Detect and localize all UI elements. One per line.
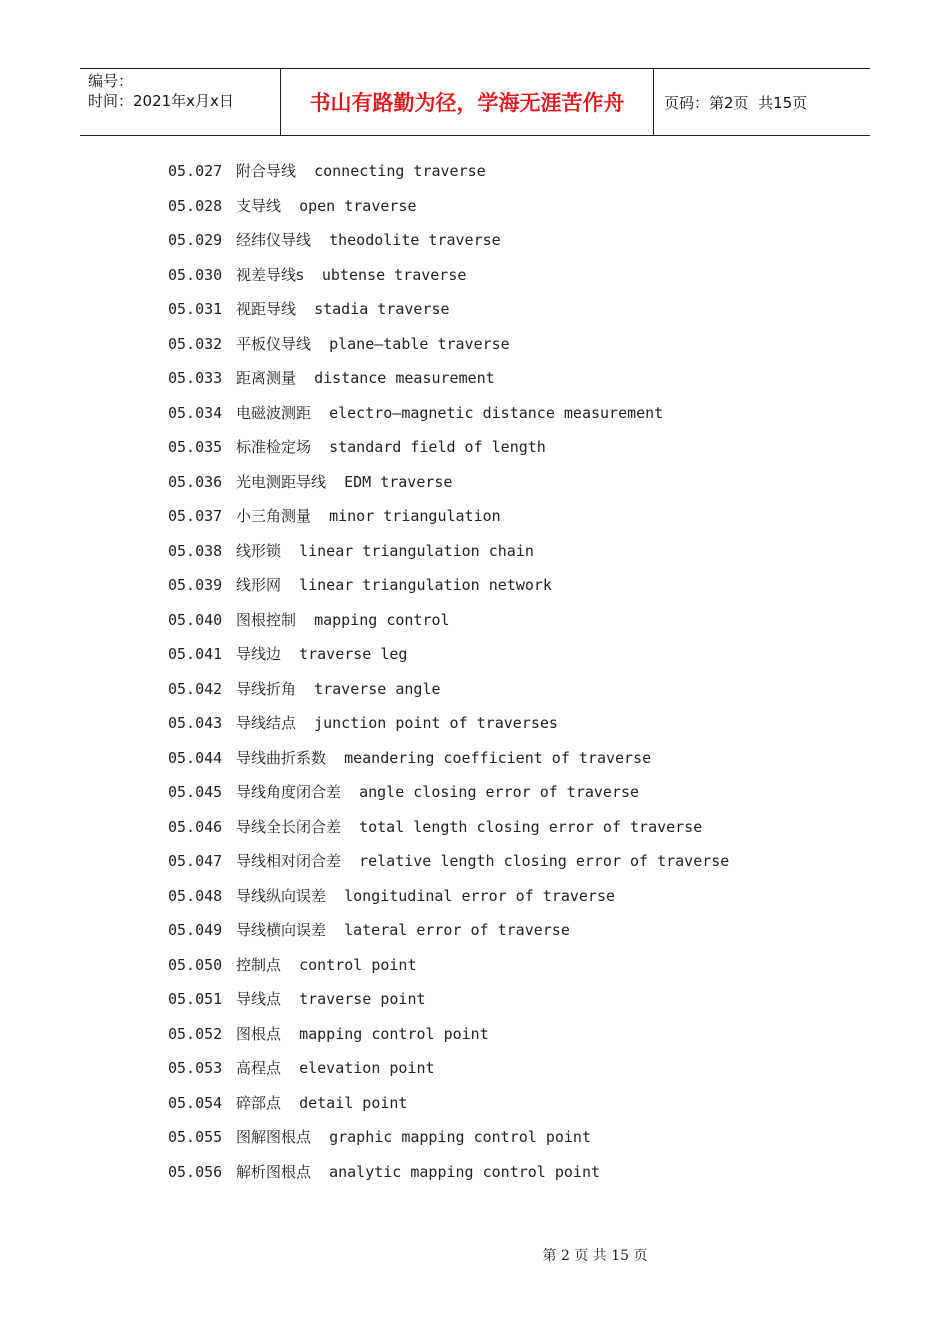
entry-english-term: graphic mapping control point bbox=[329, 1128, 591, 1146]
glossary-entry bbox=[168, 223, 729, 258]
entry-chinese-term: 小三角测量 bbox=[236, 507, 312, 525]
glossary-entry bbox=[168, 637, 729, 672]
glossary-entry bbox=[168, 879, 729, 914]
entry-code: 05.046 bbox=[168, 817, 223, 836]
entry-code: 05.045 bbox=[168, 783, 223, 801]
glossary-entry bbox=[168, 396, 729, 431]
entry-english-term: mapping control bbox=[314, 610, 450, 629]
entry-english-term: analytic mapping control point bbox=[329, 1162, 601, 1181]
entry-english-term: lateral error of traverse bbox=[344, 921, 570, 939]
entry-code: 05.049 bbox=[168, 921, 223, 939]
entry-english-term: relative length closing error of traverse bbox=[359, 852, 730, 870]
glossary-entry bbox=[168, 361, 729, 396]
entry-code: 05.038 bbox=[168, 541, 223, 560]
entry-english-term: minor triangulation bbox=[329, 507, 501, 525]
entry-english-term: total length closing error of traverse bbox=[359, 817, 703, 836]
entry-english-term: control point bbox=[299, 955, 417, 974]
entry-chinese-term: 图根控制 bbox=[236, 610, 297, 629]
entry-english-term: traverse point bbox=[299, 990, 426, 1008]
entry-english-term: open traverse bbox=[299, 196, 417, 215]
entry-chinese-term: 电磁波测距 bbox=[236, 403, 312, 422]
glossary-entry bbox=[168, 189, 729, 224]
entry-english-term: electro—magnetic distance measurement bbox=[329, 403, 664, 422]
glossary-entry bbox=[168, 775, 729, 810]
entry-code: 05.034 bbox=[168, 403, 223, 422]
entry-chinese-term: 导线相对闭合差 bbox=[236, 852, 342, 870]
entry-chinese-term: 距离测量 bbox=[236, 369, 297, 387]
entry-code: 05.040 bbox=[168, 610, 223, 629]
entry-code: 05.050 bbox=[168, 955, 223, 974]
entry-english-term: mapping control point bbox=[299, 1024, 489, 1043]
glossary-entry bbox=[168, 327, 729, 362]
entry-chinese-term: 导线边 bbox=[236, 645, 282, 663]
entry-english-term: junction point of traverses bbox=[314, 714, 558, 732]
entry-chinese-term: 导线全长闭合差 bbox=[236, 817, 342, 836]
entry-chinese-term: 导线折角 bbox=[236, 679, 297, 698]
glossary-entry bbox=[168, 810, 729, 845]
entry-code: 05.032 bbox=[168, 334, 223, 353]
entry-english-term: linear triangulation chain bbox=[299, 541, 534, 560]
glossary-entry bbox=[168, 1086, 729, 1121]
glossary-entry bbox=[168, 1051, 729, 1086]
entry-chinese-term: 导线点 bbox=[236, 990, 282, 1008]
entry-chinese-term: 导线曲折系数 bbox=[236, 748, 327, 767]
entry-chinese-term: 线形网 bbox=[236, 576, 282, 594]
glossary-entry bbox=[168, 499, 729, 534]
entry-code: 05.048 bbox=[168, 886, 223, 905]
entry-code: 05.030 bbox=[168, 265, 223, 284]
entry-english-term: theodolite traverse bbox=[329, 231, 501, 249]
entry-chinese-term: 视距导线 bbox=[236, 300, 297, 318]
entry-chinese-term: 经纬仪导线 bbox=[236, 231, 312, 249]
entry-chinese-term: 平板仪导线 bbox=[236, 334, 312, 353]
entry-chinese-term: 导线角度闭合差 bbox=[236, 783, 342, 801]
entry-code: 05.052 bbox=[168, 1024, 223, 1043]
header-meta bbox=[80, 69, 281, 135]
page-footer: 第 2 页 共 15 页 bbox=[542, 1248, 648, 1264]
entry-code: 05.042 bbox=[168, 679, 223, 698]
entry-code: 05.037 bbox=[168, 507, 223, 525]
glossary-entry bbox=[168, 741, 729, 776]
entry-chinese-term: 导线横向误差 bbox=[236, 921, 327, 939]
glossary-entry bbox=[168, 948, 729, 983]
entry-code: 05.055 bbox=[168, 1128, 223, 1146]
entry-chinese-term: 解析图根点 bbox=[236, 1162, 312, 1181]
glossary-entry bbox=[168, 292, 729, 327]
entry-code: 05.036 bbox=[168, 472, 223, 491]
entry-english-term: traverse angle bbox=[314, 679, 441, 698]
entry-code: 05.053 bbox=[168, 1059, 223, 1077]
entry-chinese-term: 导线结点 bbox=[236, 714, 297, 732]
glossary-entry bbox=[168, 706, 729, 741]
entry-code: 05.031 bbox=[168, 300, 223, 318]
entry-code: 05.027 bbox=[168, 162, 223, 180]
entry-chinese-term: 图根点 bbox=[236, 1024, 282, 1043]
entry-english-term: plane—table traverse bbox=[329, 334, 510, 353]
entry-chinese-term: 标准检定场 bbox=[236, 438, 312, 456]
entry-english-term: detail point bbox=[299, 1093, 408, 1112]
entry-chinese-term: 图解图根点 bbox=[236, 1128, 312, 1146]
entry-english-term: traverse leg bbox=[299, 645, 408, 663]
entry-chinese-term: 附合导线 bbox=[236, 162, 297, 180]
glossary-entry bbox=[168, 982, 729, 1017]
glossary-entry bbox=[168, 1017, 729, 1052]
entry-english-term: stadia traverse bbox=[314, 300, 450, 318]
glossary-entry bbox=[168, 568, 729, 603]
glossary-entry bbox=[168, 154, 729, 189]
entry-code: 05.054 bbox=[168, 1093, 223, 1112]
entry-english-term: elevation point bbox=[299, 1059, 435, 1077]
entry-english-term: distance measurement bbox=[314, 369, 495, 387]
glossary-entry bbox=[168, 430, 729, 465]
entry-code: 05.041 bbox=[168, 645, 223, 663]
glossary-entry bbox=[168, 258, 729, 293]
entry-chinese-term: 线形锁 bbox=[236, 541, 282, 560]
entry-code: 05.043 bbox=[168, 714, 223, 732]
entry-code: 05.028 bbox=[168, 196, 223, 215]
entry-chinese-term: 视差导线s bbox=[236, 265, 304, 284]
entry-chinese-term: 碎部点 bbox=[236, 1093, 282, 1112]
entry-code: 05.056 bbox=[168, 1162, 223, 1181]
entry-english-term: meandering coefficient of traverse bbox=[344, 748, 652, 767]
glossary-entry bbox=[168, 603, 729, 638]
glossary-entry bbox=[168, 534, 729, 569]
entry-code: 05.044 bbox=[168, 748, 223, 767]
entry-code: 05.047 bbox=[168, 852, 223, 870]
page-header bbox=[80, 68, 870, 136]
entry-english-term: linear triangulation network bbox=[299, 576, 552, 594]
header-motto: 书山有路勤为径，学海无涯苦作舟 bbox=[281, 69, 654, 135]
entry-chinese-term: 控制点 bbox=[236, 955, 282, 974]
glossary-entry bbox=[168, 672, 729, 707]
glossary-entry bbox=[168, 465, 729, 500]
entry-english-term: ubtense traverse bbox=[321, 265, 467, 284]
entry-english-term: angle closing error of traverse bbox=[359, 783, 640, 801]
entry-english-term: longitudinal error of traverse bbox=[344, 886, 616, 905]
document-date: 时间：2021年x月x日 bbox=[88, 92, 234, 110]
header-page-info: 页码：第2页 共15页 bbox=[664, 93, 808, 112]
glossary-entry bbox=[168, 1155, 729, 1190]
entry-code: 05.029 bbox=[168, 231, 223, 249]
entry-code: 05.039 bbox=[168, 576, 223, 594]
glossary-entry bbox=[168, 1120, 729, 1155]
document-number-label: 编号： bbox=[88, 72, 134, 90]
glossary-entry bbox=[168, 844, 729, 879]
glossary-entry bbox=[168, 913, 729, 948]
entry-code: 05.033 bbox=[168, 369, 223, 387]
entry-chinese-term: 光电测距导线 bbox=[236, 472, 327, 491]
glossary-list bbox=[168, 154, 729, 1189]
entry-english-term: connecting traverse bbox=[314, 162, 486, 180]
entry-code: 05.035 bbox=[168, 438, 223, 456]
entry-code: 05.051 bbox=[168, 990, 223, 1008]
entry-chinese-term: 支导线 bbox=[236, 196, 282, 215]
entry-english-term: EDM traverse bbox=[344, 472, 453, 491]
entry-english-term: standard field of length bbox=[329, 438, 546, 456]
entry-chinese-term: 导线纵向误差 bbox=[236, 886, 327, 905]
entry-chinese-term: 高程点 bbox=[236, 1059, 282, 1077]
